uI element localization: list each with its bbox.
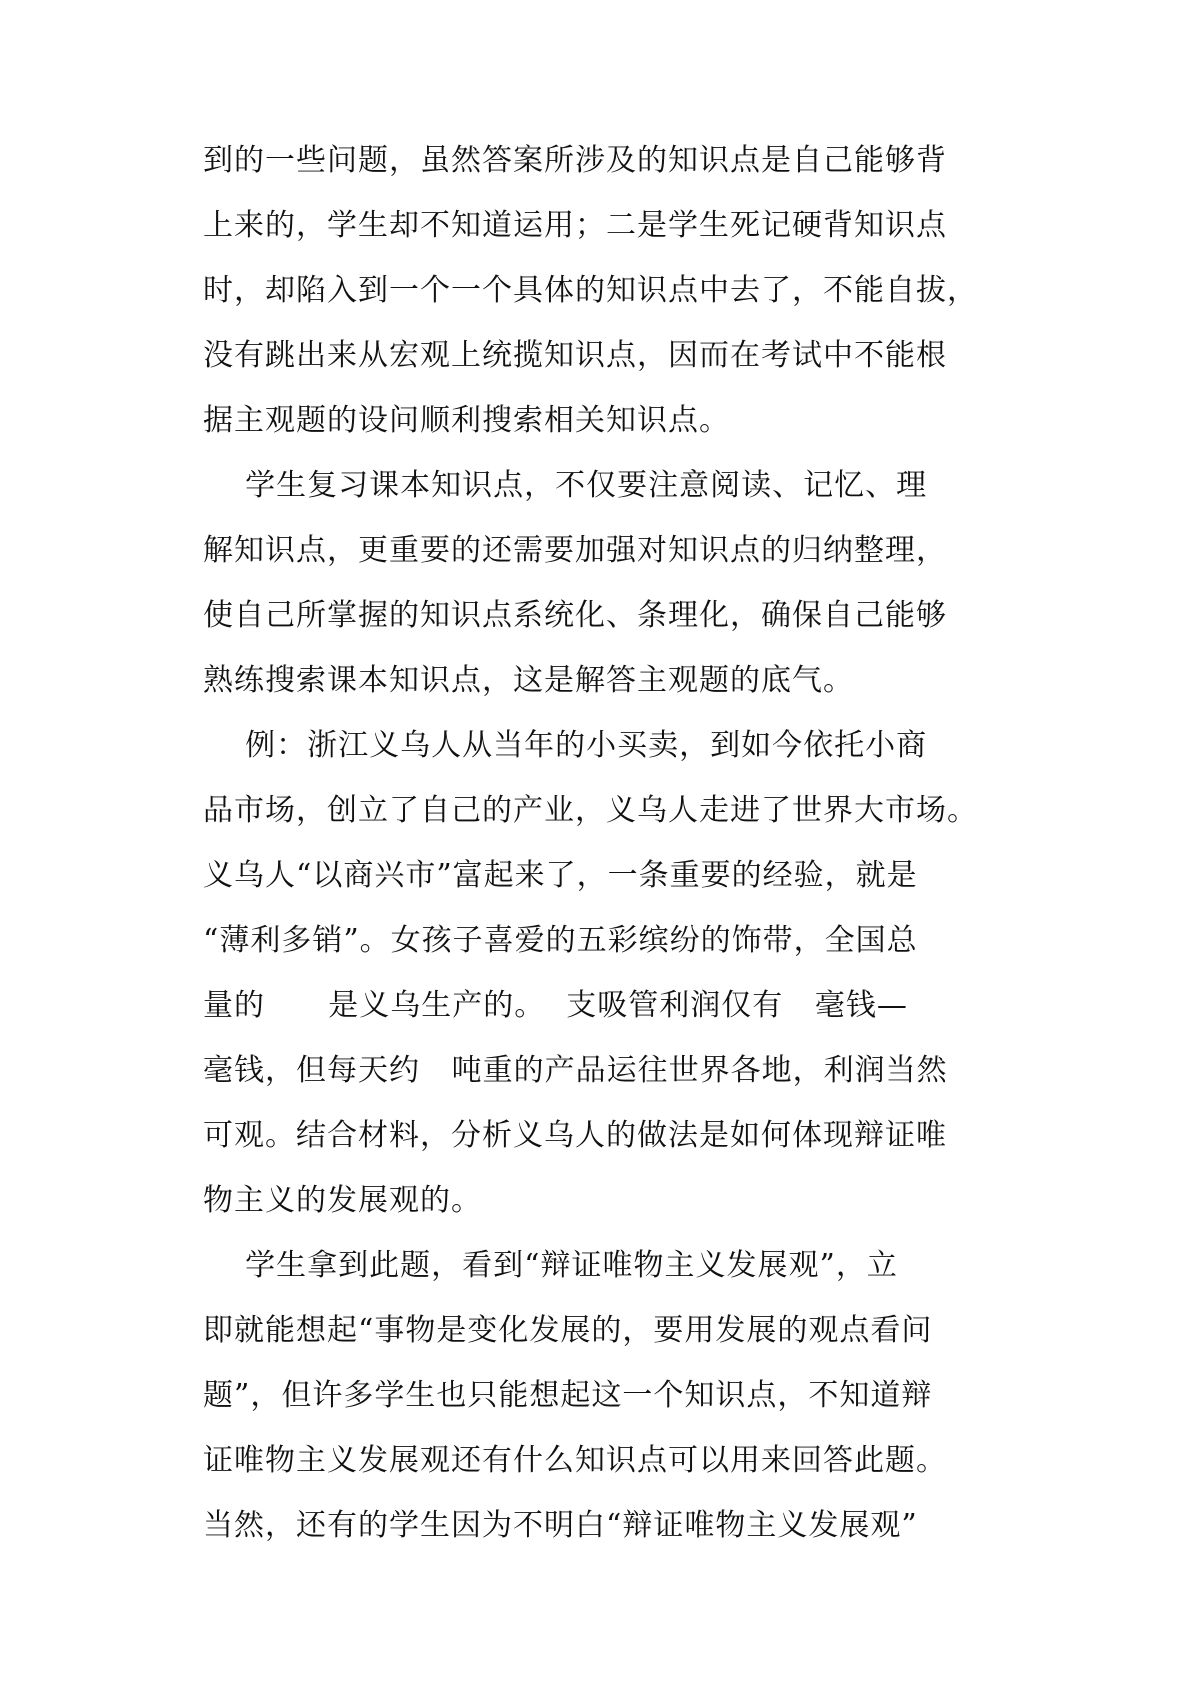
text-line: 量的 是义乌生产的。 支吸管利润仅有 毫钱— (203, 988, 908, 1023)
text-line: 熟练搜索课本知识点，这是解答主观题的底气。 (203, 663, 854, 698)
text-line: 学生拿到此题，看到“辩证唯物主义发展观”，立 (203, 1248, 898, 1283)
text-line: 证唯物主义发展观还有什么知识点可以用来回答此题。 (203, 1443, 947, 1478)
text-line: 学生复习课本知识点，不仅要注意阅读、记忆、理 (203, 468, 928, 503)
text-line: 解知识点，更重要的还需要加强对知识点的归纳整理， (203, 533, 947, 568)
text-line: 没有跳出来从宏观上统揽知识点，因而在考试中不能根 (203, 338, 947, 373)
text-line: 上来的，学生却不知道运用；二是学生死记硬背知识点 (203, 208, 947, 243)
text-line: 品市场，创立了自己的产业，义乌人走进了世界大市场。 (203, 793, 978, 828)
text-line: 到的一些问题，虽然答案所涉及的知识点是自己能够背 (203, 143, 947, 178)
text-line: 可观。结合材料，分析义乌人的做法是如何体现辩证唯 (203, 1118, 947, 1153)
text-line: 据主观题的设问顺利搜索相关知识点。 (203, 403, 730, 438)
text-line: 物主义的发展观的。 (203, 1183, 482, 1218)
text-line: 题”，但许多学生也只能想起这一个知识点，不知道辩 (203, 1378, 933, 1413)
text-line: 即就能想起“事物是变化发展的，要用发展的观点看问 (203, 1313, 933, 1348)
text-line: “薄利多销”。女孩子喜爱的五彩缤纷的饰带，全国总 (203, 923, 918, 958)
text-line: 当然，还有的学生因为不明白“辩证唯物主义发展观” (203, 1508, 918, 1543)
text-line: 使自己所掌握的知识点系统化、条理化，确保自己能够 (203, 598, 947, 633)
text-line: 时，却陷入到一个一个具体的知识点中去了，不能自拔， (203, 273, 978, 308)
text-line: 例：浙江义乌人从当年的小买卖，到如今依托小商 (203, 728, 928, 763)
text-line: 毫钱，但每天约 吨重的产品运往世界各地，利润当然 (203, 1053, 948, 1088)
text-line: 义乌人“以商兴市”富起来了，一条重要的经验，就是 (203, 858, 918, 893)
